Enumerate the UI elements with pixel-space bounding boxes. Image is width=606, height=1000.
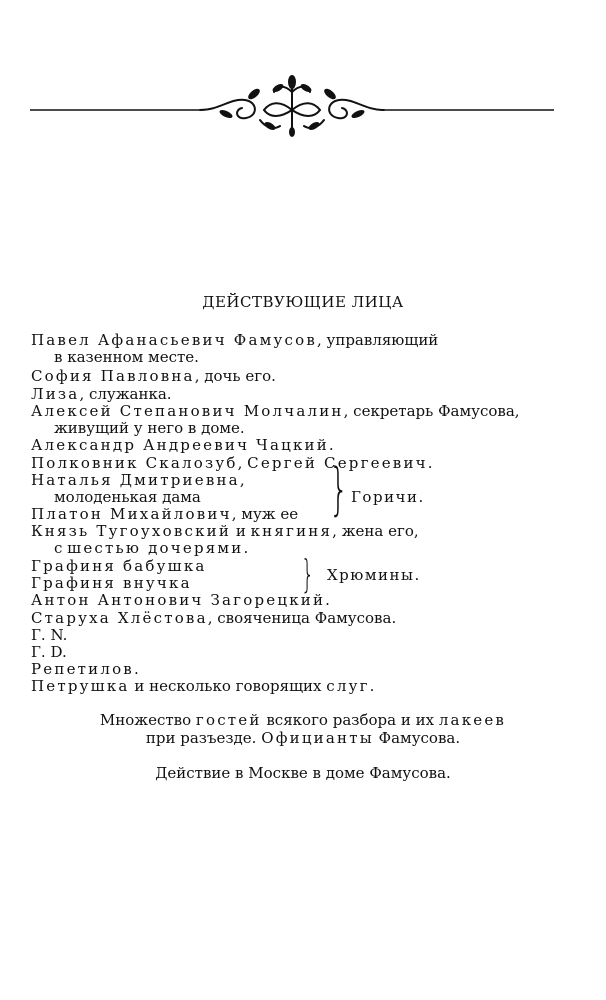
leaf-top <box>288 75 296 89</box>
cast-line-natalia: Наталья Дмитриевна, <box>31 471 245 489</box>
cast-line-chatsky: Александр Андреевич Чацкий. <box>31 436 334 454</box>
cast-line-petrushka: Петрушка и несколько говорящих слуг. <box>31 677 375 695</box>
gorichi-brace: } <box>329 457 349 522</box>
cast-line-natalia-cont: молоденькая дама <box>54 488 201 506</box>
cast-line-sofia: София Павловна, дочь его. <box>31 367 276 385</box>
khryuminy-label: Хрюмины. <box>327 566 421 584</box>
gorichi-label: Горичи. <box>351 488 425 506</box>
cast-line-molchalin: Алексей Степанович Молчалин, секретарь Фамусова, <box>31 402 520 420</box>
cast-line-g-d: Г. D. <box>31 643 67 661</box>
cast-line-repetilov: Репетилов. <box>31 660 139 678</box>
leaf-bottom <box>289 127 295 137</box>
cast-line-countess-granddaughter: Графиня внучка <box>31 574 192 592</box>
cast-line-liza: Лиза, служанка. <box>31 385 172 403</box>
cast-line-khlestova: Старуха Хлёстова, свояченица Фамусова. <box>31 609 397 627</box>
setting-note: Действие в Москве в доме Фамусова. <box>155 764 451 782</box>
cast-line-famusov-cont: в казенном месте. <box>54 348 199 366</box>
cast-line-countess-grandmother: Графиня бабушка <box>31 557 207 575</box>
leaf-left-2 <box>246 87 261 101</box>
cast-line-tugoukhovsky: Князь Тугоуховский и княгиня, жена его, <box>31 522 419 540</box>
khryuminy-brace: } <box>301 552 315 596</box>
dramatis-personae-heading: ДЕЙСТВУЮЩИЕ ЛИЦА <box>202 293 404 311</box>
cast-line-molchalin-cont: живущий у него в доме. <box>54 419 245 437</box>
cast-line-g-n: Г. N. <box>31 626 68 644</box>
cast-line-skalozub: Полковник Скалозуб, Сергей Сергеевич. <box>31 454 433 472</box>
guests-note-line-2: при разъезде. Официанты Фамусова. <box>145 729 461 747</box>
leaf-left-1 <box>218 108 233 119</box>
guests-note-line-1: Множество гостей всякого разбора и их лакеев <box>99 711 507 729</box>
cast-line-platon: Платон Михайлович, муж ее <box>31 505 299 523</box>
floral-ornament-divider <box>30 70 554 140</box>
cast-line-daughters: с шестью дочерями. <box>54 539 249 557</box>
leaf-right-1 <box>350 108 365 119</box>
cast-line-zagoretsky: Антон Антонович Загорецкий. <box>31 591 330 609</box>
cast-line-famusov: Павел Афанасьевич Фамусов, управляющий <box>31 331 439 349</box>
leaf-right-2 <box>322 87 337 101</box>
